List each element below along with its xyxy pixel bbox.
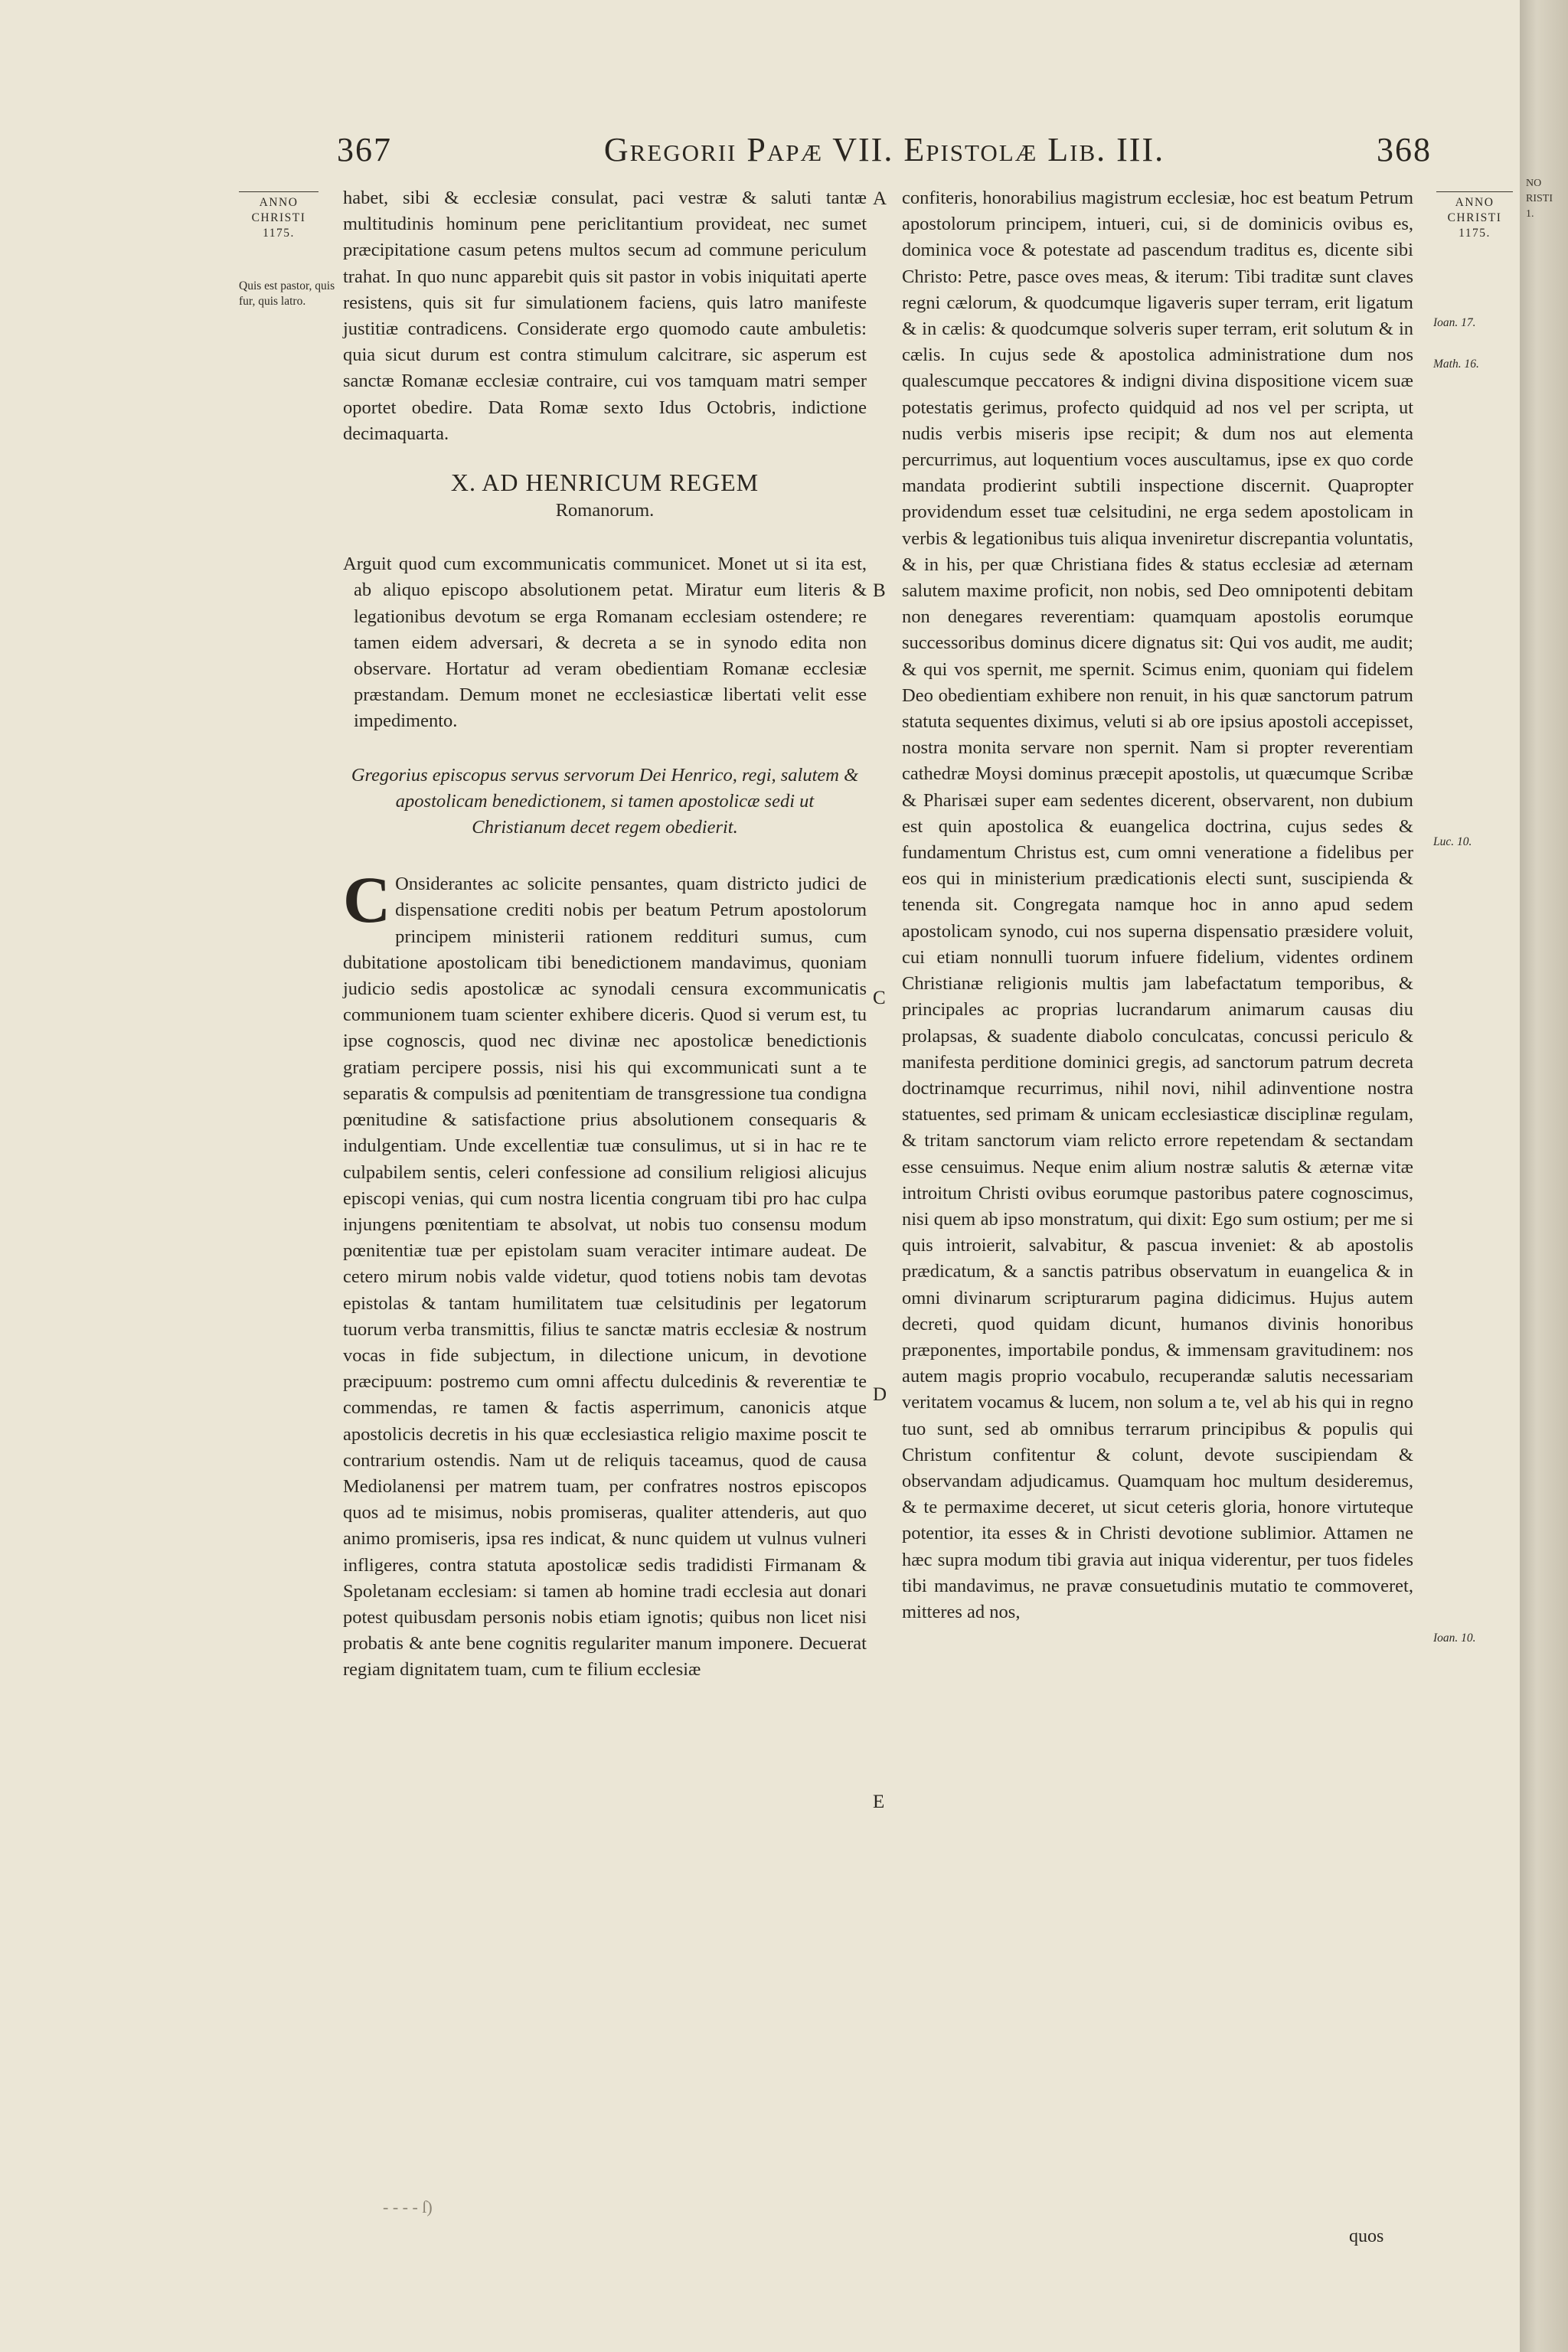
anno-christi-right xyxy=(1436,191,1513,241)
page-number-right: 368 xyxy=(1377,131,1432,168)
margin-ref-math16: Math. 16. xyxy=(1433,358,1479,371)
letter-salutation: Gregorius episcopus servus servorum Dei Henrico, regi, salutem & apostolicam benedictionem, si tamen apostolicæ sedi ut Christianum decet regem obedierit. xyxy=(351,764,859,838)
christi-label: CHRISTI xyxy=(251,211,306,224)
section-letter-c: C xyxy=(873,988,886,1008)
left-body xyxy=(343,863,867,1683)
left-body-text: Onsiderantes ac solicite pensantes, quam districto judici de dispensatione crediti nobis per beatum Petrum apostolorum principem ministerii rationem reddituri sumus, cum dubitatione apostolicam tibi benedictionem mandavimus, quoniam judicio sedis apostolicæ ac synodali censura excommunicatis communionem tuam scienter exhibere diceris. Quod si verum est, tu ipse cognoscis, quod nec divinæ nec apostolicæ benedictionis gratiam percipere possis, nisi his qui excommunicati sunt a te separatis & compulsis ad pœnitentiam de transgressione tua condigna pœnitudine & satisfactione prius absolutionem consequaris & indulgentiam. Unde excellentiæ tuæ consulimus, ut si in hac re te culpabilem sentis, celeri confessione ad consilium religiosi alicujus episcopi venias, qui cum nostra licentia congruam tibi pro hac culpa injungens pœnitentiam te absolvat, ut nobis tuo consensu modum pœnitentiæ tuæ per epistolam suam veraciter intimare audeat. De cetero mirum nobis valde videtur, quod totiens nobis tam devotas epistolas & tantam humilitatem tuæ celsitudinis per legatorum tuorum verba transmittis, filius te sanctæ matris ecclesiæ & nostrum vocas in fide subjectum, in dilectione unicum, in devotione præcipuum: postremo cum omni affectu dulcedinis & reverentiæ te commendas, re tamen & factis asperrimum, canonicis atque apostolicis decretis in his quæ ecclesiastica religio maxime poscit te contrarium ostendis. Nam ut de reliquis taceamus, quod de causa Mediolanensi per matrem tuam, per confratres nostros episcopos quos ad te misimus, nobis promiseras, qualiter attenderis, aut quo animo promiseris, ipsa res indicat, & nunc quidem ut vulnus vulneri infligeres, contra statuta apostolicæ sedis tradidisti Firmanam & Spoletanam ecclesiam: si tamen ab homine tradi ecclesia aut donari potest quibusdam personis nobis etiam ignotis; quibus non licet nisi probatis & ante bene cognitis regulariter manum imponere. Decuerat regiam dignitatem tuam, cum te filium ecclesiæ xyxy=(343,874,867,1681)
running-title: Gregorii Papæ VII. Epistolæ Lib. III. xyxy=(603,131,1165,168)
bottom-printer-mark: - - - - ſ) xyxy=(383,2197,433,2216)
left-opening-paragraph: habet, sibi & ecclesiæ consulat, paci vestræ & saluti tantæ multitudinis hominum pene periclitantium provideat, nec sumet præcipitatione casum petens multos secum ad commune periculum trahat. In quo nunc apparebit quis sit pastor in vobis iniquitati aperte resistens, quis sit fur simulationem faciens, quis latro manifeste justitiæ contradicens. Considerate ergo quomodo caute ambuletis: quia sicut durum est contra stimulum calcitrare, sic asperum est sanctæ Romanæ ecclesiæ contraire, cui vos tamquam matri semper oportet obedire. Data Romæ sexto Idus Octobris, indictione decimaquarta. xyxy=(343,188,867,444)
section-letter-b: B xyxy=(873,580,886,601)
year-label: 1175. xyxy=(1459,227,1491,240)
margin-ref-ioan10: Ioan. 10. xyxy=(1433,1632,1476,1645)
margin-ref-luc10: Luc. 10. xyxy=(1433,835,1472,848)
letter-title: X. AD HENRICUM REGEM xyxy=(450,469,760,497)
anno-christi-left xyxy=(239,191,318,241)
drop-cap: C xyxy=(343,863,391,937)
margin-note-quis-est: Quis est pastor, quis fur, quis latro. xyxy=(239,279,335,308)
section-letter-a: A xyxy=(873,188,887,209)
year-label: 1175. xyxy=(263,227,295,240)
anno-label: ANNO xyxy=(1455,196,1494,209)
facing-page-fragment: NO RISTI 1. xyxy=(1526,178,1553,220)
section-letter-e: E xyxy=(873,1792,885,1812)
left-column xyxy=(343,185,867,1684)
anno-rule xyxy=(239,191,318,192)
letter-summary: Arguit quod cum excommunicatis communicet. Monet ut si ita est, ab aliquo episcopo absolutionem petat. Miratur eum literis & legationibus devotum se erga Romanam ecclesiam ostendere; re tamen eidem adversari, & decreta a se in synodo edita non observare. Hortatur ad veram obedientiam Romanæ ecclesiæ præstandam. Demum monet ne ecclesiasticæ libertati velit esse impedimento. xyxy=(343,554,867,732)
section-letter-d: D xyxy=(873,1384,887,1405)
right-body: confiteris, honorabilius magistrum ecclesiæ, hoc est beatum Petrum apostolorum principem, intueri, cui, si de dominicis ovibus es, dominica voce & potestate ad pascendum traditus es, dicente sibi Christo: Petre, pasce oves meas, & iterum: Tibi traditæ sunt claves regni cælorum, & quodcumque ligaveris super terram, erit ligatum & in cælis: & quodcumque solveris super terram, erit solutum & in cælis. In cujus sede & apostolica administratione dum nos qualescumque peccatores & indigni divina dispositione vicem suæ potestatis gerimus, profecto quidquid ad nos vel per scripta, ut nudis verbis miseris ipse recipit; & dum nos aut elementa percurrimus, aut loquentium voces auscultamus, ipse ex quo corde mandata prodierint subtili inspectione discernit. Quapropter providendum esset tuæ celsitudini, ne erga sedem apostolicam in verbis & legationibus tuis aliqua inveniretur discrepantia voluntatis, & in his, per quæ Christiana fides & status ecclesiæ ad æternam salutem maxime proficit, non nobis, sed Deo omnipotenti debitam non denegares reverentiam: quamquam apostolis eorumque successoribus dominus dicere dignatus sit: Qui vos audit, me audit; & qui vos spernit, me spernit. Scimus enim, quoniam qui fidelem Deo obedientiam exhibere non renuit, in his quæ sanctorum patrum statuta sequentes diximus, veluti si ab ore ipsius apostoli accepisset, nostra monita servare non spernit. Nam si propter reverentiam cathedræ Moysi dominus præcepit apostolis, ut quæcumque Scribæ & Pharisæi super eam sedentes dicerent, observarent, non dubium est quin apostolica & euangelica doctrina, cujus sedes & fundamentum Christus est, cum omni veneratione a fidelibus per eos qui in ministerium prædicationis electi sunt, suscipienda & tenenda sit. Congregata namque hoc in anno apud sedem apostolicam synodo, cui nos superna dispensatio præsidere voluit, cui etiam nonnulli tuorum infuere fidelium, videntes ordinem Christianæ religionis multis jam labefactatum temporibus, & principales ac proprias lucrandarum animarum causas diu prolapsas, & suadente diabolo conculcatas, concussi periculo & manifesta perditione dominici gregis, ad sanctorum patrum decreta doctrinamque recurrimus, nihil novi, nihil adinventione nostra statuentes, sed primam & unicam ecclesiasticæ disciplinæ regulam, & tritam sanctorum viam relicto errore repetendam & sectandam esse censuimus. Neque enim alium nostræ salutis & æternæ vitæ introitum Christi ovibus eorumque pastoribus patere cognoscimus, nisi quem ab ipso monstratum, qui dixit: Ego sum ostium; per me si quis introierit, salvabitur, & pascua inveniet: & ab apostolis prædicatum, & a sanctis patribus observatum in euangelica & in omni divinarum scripturarum pagina didicimus. Hujus autem decreti, quod quidam dicunt, humanos divinis honoribus præponentes, importabile pondus, & immensam gravitudinem: nos autem magis proprio vocabulo, recuperandæ salutis necessariam veritatem vocamus & lucem, non solum a te, vel ab his qui in regno tuo sunt, sed ab omnibus terrarum principibus & populis qui Christum confitentur & colunt, devote suscipiendam & observandam adjudicamus. Quamquam hoc multum desideremus, & te permaxime deceret, ut sicut ceteris gloria, honore virtuteque potentior, ita esses & in Christi devotione sublimior. Attamen ne hæc supra modum tibi gravia aut iniqua viderentur, per tuos fideles tibi mandavimus, ne pravæ consuetudinis mutatio te commoveret, mitteres ad nos, xyxy=(902,188,1413,1622)
margin-ref-ioan17: Ioan. 17. xyxy=(1433,316,1476,329)
christi-label: CHRISTI xyxy=(1447,211,1502,224)
anno-label: ANNO xyxy=(259,196,299,209)
catchword: quos xyxy=(1349,2226,1384,2246)
running-header xyxy=(337,130,1432,176)
page-number-left: 367 xyxy=(337,131,392,168)
letter-subtitle: Romanorum. xyxy=(555,500,655,521)
anno-rule xyxy=(1436,191,1513,192)
facing-page-edge xyxy=(1520,0,1568,2352)
right-column xyxy=(902,185,1413,1625)
